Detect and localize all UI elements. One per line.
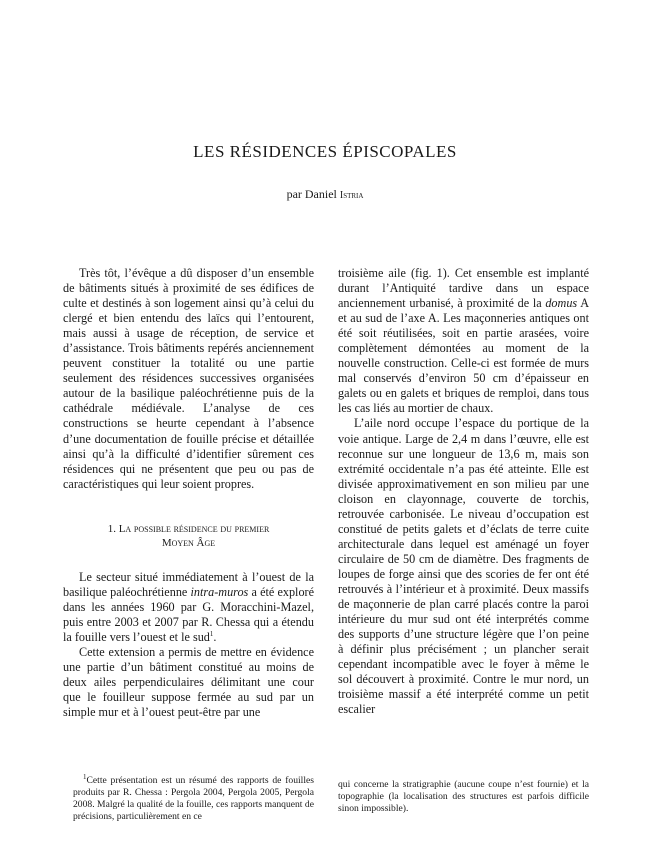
paragraph-continuation — [338, 266, 589, 416]
footnote-number: 1 — [83, 772, 87, 781]
author-surname: Istria — [339, 190, 364, 201]
page-title: LES RÉSIDENCES ÉPISCOPALES — [193, 142, 457, 161]
italic-term: domus — [545, 296, 578, 311]
paragraph-extension: Cette extension a permis de mettre en évidence une partie d’un bâtiment constitué au moins de deux ailes perpendiculaires délimitant une cour que le fouilleur suppose fermée au sud par un simple mur et à l’ouest peut-être par une — [63, 644, 314, 720]
section-heading — [63, 522, 314, 550]
author-prefix: par Daniel — [286, 187, 337, 201]
text-run: a été exploré dans les années 1960 par G. Moracchini-Mazel, puis entre 2003 et 2007 par R. Chessa qui a étendu la fouille vers l’ouest et le sud — [63, 584, 315, 644]
right-column — [338, 266, 589, 717]
italic-term: intra-muros — [190, 584, 249, 599]
text-run: troisième aile (fig. 1). Cet ensemble est implanté durant l’Antiquité tardive dans un espace anciennement urbanisé, à proximité de la — [338, 266, 589, 311]
section-heading-line-1: 1. La possible résidence du premier — [107, 522, 270, 535]
footnote-ref: 1 — [209, 629, 214, 638]
footnote-continuation: qui concerne la stratigraphie (aucune coupe n’est fournie) et la topographie (la localisation des structures est parfois difficile sinon impossible). — [338, 779, 589, 814]
intro-paragraph: Très tôt, l’évêque a dû disposer d’un ensemble de bâtiments situés à proximité de ses édifices de culte et destinés à son logement ainsi qu’à celui du clergé et bien entendu des laïcs qui l’entourent, mais aussi à usage de réception, de service et d’assistance. Trois bâtiments repérés anciennement peuvent constituer la totalité ou une partie seulement des résidences successives organisées autour de la basilique paléochrétienne puis de la cathédrale médiévale. L’analyse de ces constructions se heurte cependant à l’absence d’une documentation de fouille précise et détaillée ainsi qu’à la difficulté d’identifier sûrement ces résidences qui ne présentent que peu ou pas de caractéristiques qui leur soient propres. — [63, 266, 314, 491]
text-run: A et au sud de l’axe A. Les maçonneries antiques ont été soit réutilisées, soit en partie arasées, voire complètement démontées au moment de la nouvelle construction. Celle-ci est formée de murs mal conservés d’environ 50 cm d’épaisseur en galets ou en galets et briques de remploi, dans tous les cas liés au mortier de chaux. — [338, 296, 589, 416]
section-heading-line-2: Moyen Âge — [161, 536, 216, 549]
footnote-text: Cette présentation est un résumé des rapports de fouilles produits par R. Chessa : Pergola 2004, Pergola 2005, Pergola 2008. Malgré la qualité de la fouille, ces rapports manquent de précisions, particulièrement en ce — [73, 775, 314, 822]
footnote-right — [338, 779, 589, 815]
text-run: Le secteur situé immédiatement à l’ouest de la basilique paléochrétienne — [63, 569, 314, 599]
left-column — [63, 266, 314, 720]
text-run: . — [213, 629, 217, 644]
paragraph-exploration — [63, 570, 314, 645]
paragraph-north-wing: L’aile nord occupe l’espace du portique de la voie antique. Large de 2,4 m dans l’œuvre, elle est reconnue sur une longueur de 13,6 m, mais son extrémité occidentale n’a pas été atteinte. Elle est divisée approximativement en son milieu par une cloison en clayonnage, couverte de torchis, retrouvée carbonisée. Le niveau d’occupation est constitué de petits galets et d’éclats de terre cuite architecturale dans lequel est aménagé un foyer circulaire de 50 cm de diamètre. Des fragments de loupes de forge ainsi que des scories de fer ont été retrouvés à l’intérieur et à proximité. Deux massifs de maçonnerie de plan carré placés contre la paroi intérieure du mur sud ont été interprétés comme des supports d’une structure légère que l’on peine à définir plus précisément ; un plancher serait cependant incompatible avec le foyer à même le sol découvert à proximité. Contre le mur nord, un troisième massif a été interprété comme un petit escalier — [338, 416, 589, 717]
footnote-left — [73, 772, 314, 823]
author-line — [0, 187, 650, 202]
